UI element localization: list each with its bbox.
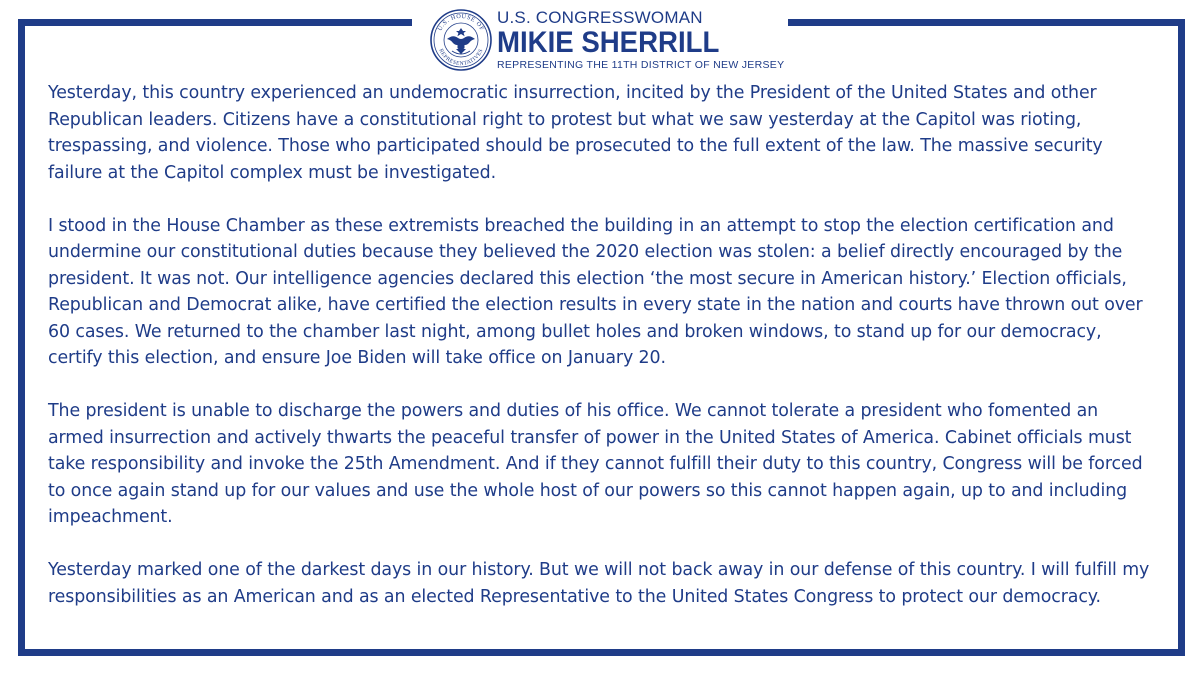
paragraph-2: I stood in the House Chamber as these extremists breached the building in an attempt to stop the election certification and undermine our constitutional duties because they believed the 2020 election was stolen: a belief directly encouraged by the president. It was not. Our intelligence agencies declared this election ‘the most secure in American history.’ Election officials, Republican and Democrat alike, have certified the election results in every state in the nation and courts have thrown out over 60 cases. We returned to the chamber last night, among bullet holes and broken windows, to stand up for our democracy, certify this election, and ensure Joe Biden will take office on January 20. — [48, 215, 1143, 368]
member-name: MIKIE SHERRILL — [497, 26, 720, 59]
statement-body — [48, 80, 1158, 637]
paragraph-3: The president is unable to discharge the powers and duties of his office. We cannot tolerate a president who fomented an armed insurrection and actively thwarts the peaceful transfer of power in the United States of America. Cabinet officials must take responsibility and invoke the 25th Amendment. And if they cannot fulfill their duty to this country, Congress will be forced to once again stand up for our values and use the whole host of our powers so this cannot happen again, up to and including impeachment. — [48, 401, 1143, 527]
paragraph-1: Yesterday, this country experienced an undemocratic insurrection, incited by the President of the United States and other Republican leaders. Citizens have a constitutional right to protest but what we saw yesterday at the Capitol was rioting, trespassing, and violence. Those who participated should be prosecuted to the full extent of the law. The massive security failure at the Capitol complex must be investigated. — [48, 83, 1103, 183]
house-seal-icon — [430, 9, 492, 71]
district-line: REPRESENTING THE 11TH DISTRICT OF NEW JERSEY — [497, 59, 785, 71]
letterhead — [412, 0, 788, 76]
office-title: U.S. CONGRESSWOMAN — [497, 8, 703, 27]
svg-text:U.S. HOUSE OF: U.S. HOUSE OF — [436, 12, 486, 33]
paragraph-4: Yesterday marked one of the darkest days in our history. But we will not back away in our defense of this country. I will fulfill my responsibilities as an American and as an elected Representative to the United States Congress to protect our democracy. — [48, 560, 1150, 607]
svg-text:REPRESENTATIVES: REPRESENTATIVES — [437, 47, 485, 68]
title-block — [497, 9, 787, 71]
